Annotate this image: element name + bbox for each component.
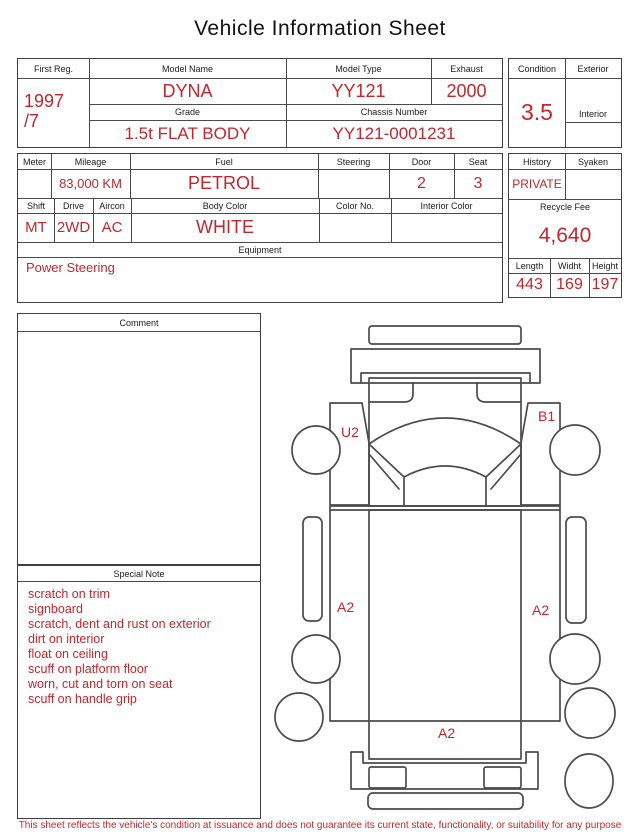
equipment-value: Power Steering (26, 259, 115, 275)
first-reg-label: First Reg. (33, 63, 73, 74)
special-note-line: float on ceiling (28, 647, 108, 661)
model-name-value: DYNA (162, 80, 213, 101)
meter-value (18, 169, 51, 198)
rear-wheel-left-outer (275, 693, 323, 741)
door-label: Door (411, 156, 432, 167)
special-note-label: Special Note (113, 568, 165, 579)
special-note-line: signboard (28, 602, 83, 616)
first-reg-value (24, 78, 84, 147)
body-color-label: Body Color (202, 200, 248, 211)
width-label: Widht (557, 260, 581, 271)
front-wheel-right (550, 425, 600, 475)
fuel-value: PETROL (187, 173, 261, 193)
damage-code-a2-left: A2 (337, 599, 355, 615)
special-note-line: scratch, dent and rust on exterior (28, 617, 211, 631)
rear-wheel-right-outer (565, 688, 615, 738)
condition-box (508, 58, 622, 148)
tail-lamp-right (484, 767, 521, 788)
length-label: Length (515, 260, 544, 271)
condition-label: Condition (517, 63, 557, 74)
divider (18, 581, 260, 582)
aircon-value: AC (101, 219, 123, 236)
history-value: PRIVATE (512, 177, 562, 191)
meter-label: Meter (22, 156, 46, 167)
windshield (369, 418, 521, 477)
page-title: Vehicle Information Sheet (194, 17, 446, 40)
exterior-label: Exterior (577, 63, 609, 74)
divider (18, 331, 260, 332)
spec-table (17, 153, 503, 303)
shift-value: MT (25, 219, 47, 236)
drive-value: 2WD (56, 219, 91, 236)
side-rail-right (566, 517, 586, 623)
history-box (508, 153, 622, 298)
vehicle-damage-diagram (270, 315, 620, 815)
model-name-label: Model Name (161, 63, 214, 74)
color-no-value (319, 213, 391, 242)
damage-code-a2-rear: A2 (438, 725, 456, 741)
recycle-fee-label: Recycle Fee (539, 201, 591, 212)
exhaust-label: Exhaust (450, 63, 483, 74)
recycle-fee-value: 4,640 (538, 224, 592, 247)
exterior-value (565, 78, 621, 106)
grade-value: 1.5t FLAT BODY (124, 123, 251, 143)
special-note-line: dirt on interior (28, 632, 105, 646)
height-label: Height (591, 260, 618, 271)
chassis-number-value: YY121-0001231 (332, 123, 456, 143)
comment-box (17, 313, 261, 565)
syaken-label: Syaken (577, 156, 609, 167)
special-note-line: scratch on trim (28, 587, 110, 601)
syaken-value (565, 169, 621, 199)
interior-value (565, 122, 621, 147)
height-value: 197 (591, 276, 619, 293)
rear-wheel-left (292, 635, 340, 683)
comment-label: Comment (119, 317, 159, 328)
special-note-line: scuff on platform floor (28, 662, 148, 676)
grade-label: Grade (174, 107, 200, 117)
spare-tire (565, 754, 613, 808)
seat-value: 3 (473, 174, 483, 192)
cab-notch-right (477, 383, 521, 402)
chassis-number-label: Chassis Number (360, 107, 428, 117)
shift-label: Shift (26, 200, 45, 211)
first-reg-year: 1997 (24, 91, 65, 111)
aircon-label: Aircon (99, 200, 125, 211)
color-no-label: Color No. (335, 200, 374, 211)
bed-frame (330, 506, 560, 721)
special-note-box (17, 565, 261, 819)
comment-text (26, 336, 252, 356)
interior-color-label: Interior Color (420, 200, 473, 211)
special-note-list (28, 587, 258, 707)
damage-code-a2-right: A2 (532, 602, 550, 618)
special-note-line: worn, cut and torn on seat (28, 677, 173, 691)
width-value: 169 (556, 276, 583, 293)
mileage-value: 83,000 KM (59, 176, 122, 191)
disclaimer-text: This sheet reflects the vehicle's condition at issuance and does not guarantee its current state, functionality, or suitability for any purpose (18, 820, 622, 831)
special-note-line: scuff on handle grip (28, 692, 137, 706)
body-color-value: WHITE (196, 217, 254, 237)
condition-value: 3.5 (521, 99, 553, 125)
interior-color-value (391, 213, 502, 242)
rear-wheel-right (550, 634, 600, 684)
damage-code-b1: B1 (538, 408, 556, 424)
fuel-label: Fuel (215, 156, 233, 167)
front-wheel-left (292, 426, 340, 474)
mileage-label: Mileage (74, 156, 107, 167)
steering-label: Steering (336, 156, 371, 167)
vehicle-id-table (17, 58, 503, 148)
drive-label: Drive (62, 200, 84, 211)
interior-label: Interior (578, 109, 607, 119)
exhaust-value: 2000 (446, 80, 487, 101)
rear-bumper (368, 793, 523, 809)
tail-lamp-left (369, 767, 406, 788)
seat-label: Seat (468, 156, 488, 167)
rear-bracket (351, 752, 538, 789)
first-reg-month: /7 (24, 111, 40, 131)
door-value: 2 (417, 174, 426, 192)
model-type-value: YY121 (331, 80, 386, 101)
equipment-label: Equipment (238, 244, 282, 255)
model-type-label: Model Type (335, 63, 382, 74)
length-value: 443 (516, 276, 543, 293)
cab-notch-left (369, 383, 413, 402)
damage-code-u2: U2 (341, 424, 359, 440)
history-label: History (522, 156, 551, 167)
side-rail-left (303, 517, 322, 621)
steering-value (318, 169, 389, 198)
front-bumper (369, 326, 521, 344)
